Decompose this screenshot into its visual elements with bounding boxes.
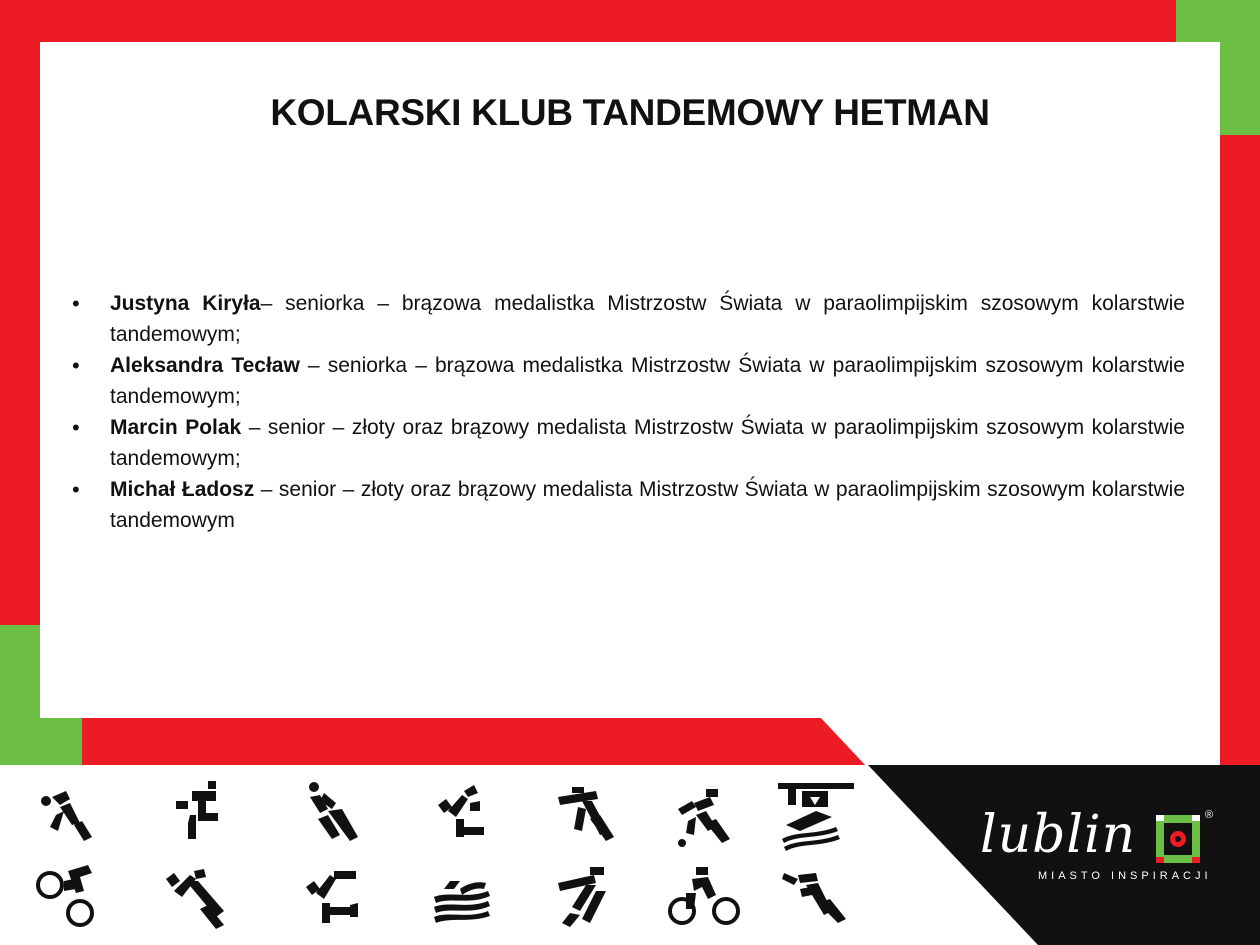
athlete-lunging-icon	[164, 869, 232, 929]
medalist-list	[72, 288, 1185, 536]
swimming-icon	[432, 879, 492, 923]
athlete-description: – senior – złoty oraz brązowy medalista Mistrzostw Świata w paraolimpijskim szosowym kolarstwie tandemowym	[110, 478, 1186, 532]
content-card-extension	[820, 717, 1220, 767]
logo-wordmark: lublin	[980, 805, 1137, 865]
list-item	[72, 350, 1185, 412]
athlete-name: Michał Ładosz	[110, 478, 255, 501]
list-item	[72, 412, 1185, 474]
bullet-icon: •	[72, 477, 80, 502]
kayak-slalom-icon	[776, 781, 856, 853]
list-item	[72, 474, 1185, 536]
bullet-icon: •	[72, 415, 80, 440]
athlete-description: – seniorka – brązowa medalistka Mistrzostw Świata w paraolimpijskim szosowym kolarstwie tandemowym;	[110, 292, 1185, 346]
logo-emblem-icon	[1154, 813, 1202, 865]
rowing-icon	[782, 869, 852, 925]
athlete-name: Aleksandra Tecław	[110, 354, 300, 377]
cycling-icon	[34, 863, 100, 929]
cyclist-icon	[666, 865, 742, 929]
athlete-sprinting-icon	[556, 785, 620, 845]
athlete-jumping-icon	[170, 779, 230, 843]
athlete-name: Justyna Kiryła	[110, 292, 261, 315]
registered-mark: ®	[1205, 809, 1214, 821]
logo-tagline: MIASTO INSPIRACJI	[1038, 870, 1212, 882]
athlete-running-icon	[36, 787, 96, 847]
sport-pictograms	[0, 765, 868, 945]
slide-title: KOLARSKI KLUB TANDEMOWY HETMAN	[270, 92, 990, 133]
athlete-description: – seniorka – brązowa medalistka Mistrzostw Świata w paraolimpijskim szosowym kolarstwie tandemowym;	[110, 354, 1185, 408]
athlete-diving-icon	[556, 865, 622, 929]
athlete-throwing-icon	[434, 785, 494, 845]
athlete-fencing-icon	[304, 863, 370, 929]
athlete-kicking-icon	[306, 781, 366, 845]
lublin-logo	[980, 805, 1220, 895]
list-item	[72, 288, 1185, 350]
athlete-description: – senior – złoty oraz brązowy medalista Mistrzostw Świata w paraolimpijskim szosowym kolarstwie tandemowym;	[110, 416, 1185, 470]
bullet-icon: •	[72, 291, 80, 316]
bullet-icon: •	[72, 353, 80, 378]
athlete-dancing-icon	[676, 787, 736, 847]
athlete-name: Marcin Polak	[110, 416, 242, 439]
